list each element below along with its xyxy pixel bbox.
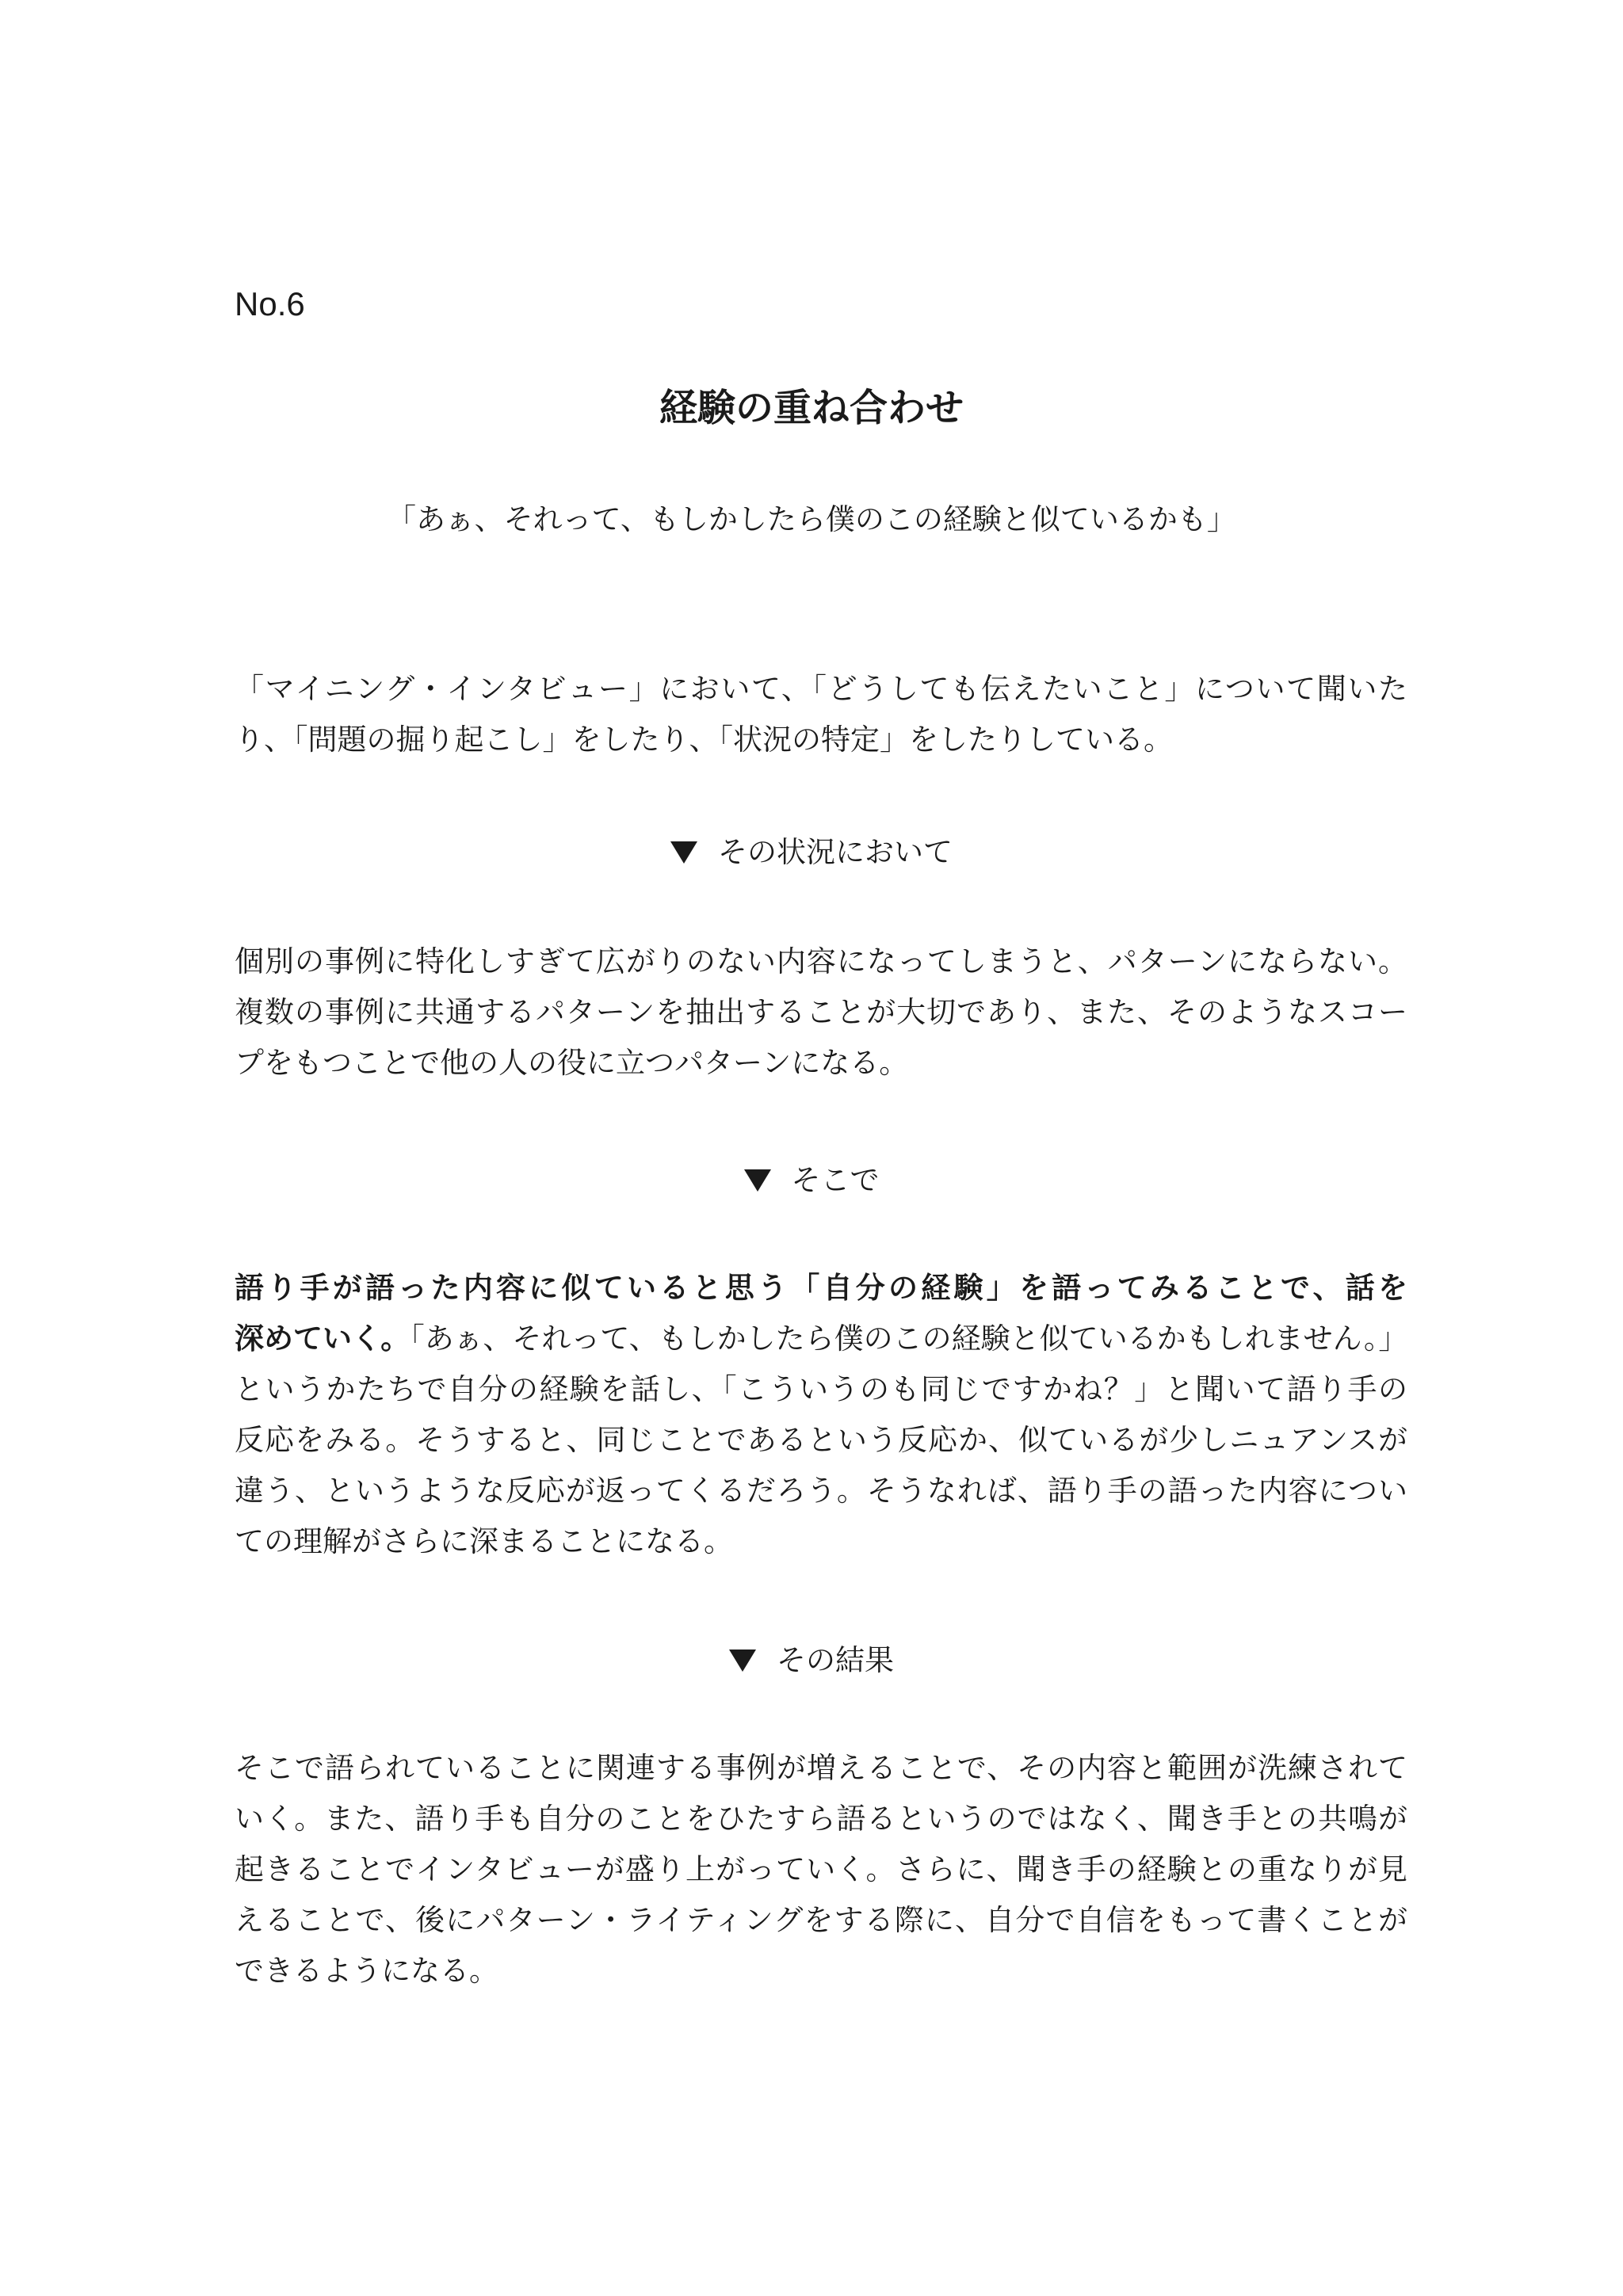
context-line: り、「問題の掘り起こし」をしたり、「状況の特定」をしたりしている。	[235, 723, 1173, 757]
problem-line: プをもつことで他の人の役に立つパターンになる。	[235, 1046, 909, 1080]
problem-line: 複数の事例に共通するパターンを抽出することが大切であり、また、そのようなスコー	[235, 995, 1407, 1029]
pattern-quote: 「あぁ、それって、もしかしたら僕のこの経験と似ているかも」	[387, 502, 1236, 536]
consequence-line: そこで語られていることに関連する事例が増えることで、その内容と範囲が洗練されて	[235, 1751, 1407, 1785]
triangle-down-icon	[670, 841, 697, 864]
pattern-number: No.6	[235, 285, 305, 322]
problem-heading	[0, 833, 1623, 871]
solution-bold-line: 語り手が語った内容に似ていると思う「自分の経験」を語ってみることで、話を	[235, 1271, 1407, 1305]
consequence-heading	[0, 1642, 1623, 1680]
triangle-down-icon	[729, 1650, 756, 1672]
solution-line: 「あぁ、それって、もしかしたら僕のこの経験と似ているかもしれません。」	[410, 1322, 1408, 1356]
consequence-line: えることで、後にパターン・ライティングをする際に、自分で自信をもって書くことが	[235, 1903, 1407, 1937]
solution-line: というかたちで自分の経験を話し、「こういうのも同じですかね？」と聞いて語り手の	[235, 1372, 1407, 1406]
solution-bold-line: 深めていく。	[235, 1322, 411, 1356]
triangle-down-icon	[744, 1169, 771, 1192]
consequence-line: できるようになる。	[235, 1954, 498, 1988]
problem-paragraph	[235, 936, 1407, 1089]
context-paragraph	[235, 664, 1407, 765]
pattern-title: 経験の重ね合わせ	[659, 386, 964, 430]
solution-heading	[0, 1161, 1623, 1199]
problem-line: 個別の事例に特化しすぎて広がりのない内容になってしまうと、パターンにならない。	[235, 944, 1407, 978]
solution-paragraph	[235, 1263, 1407, 1567]
consequence-paragraph	[235, 1743, 1407, 1997]
consequence-line: 起きることでインタビューが盛り上がっていく。さらに、聞き手の経験との重なりが見	[235, 1852, 1407, 1886]
consequence-line: いく。また、語り手も自分のことをひたすら語るというのではなく、聞き手との共鳴が	[235, 1802, 1407, 1836]
solution-line: 反応をみる。そうすると、同じことであるという反応か、似ているが少しニュアンスが	[235, 1423, 1407, 1457]
solution-heading-label: そこで	[791, 1163, 880, 1197]
solution-line: ての理解がさらに深まることになる。	[235, 1524, 733, 1558]
problem-heading-label: その状況において	[718, 835, 953, 869]
consequence-heading-label: その結果	[777, 1643, 894, 1677]
solution-line: 違う、というような反応が返ってくるだろう。そうなれば、語り手の語った内容につい	[235, 1474, 1407, 1508]
context-line: 「マイニング・インタビュー」において、「どうしても伝えたいこと」について聞いた	[235, 672, 1407, 706]
